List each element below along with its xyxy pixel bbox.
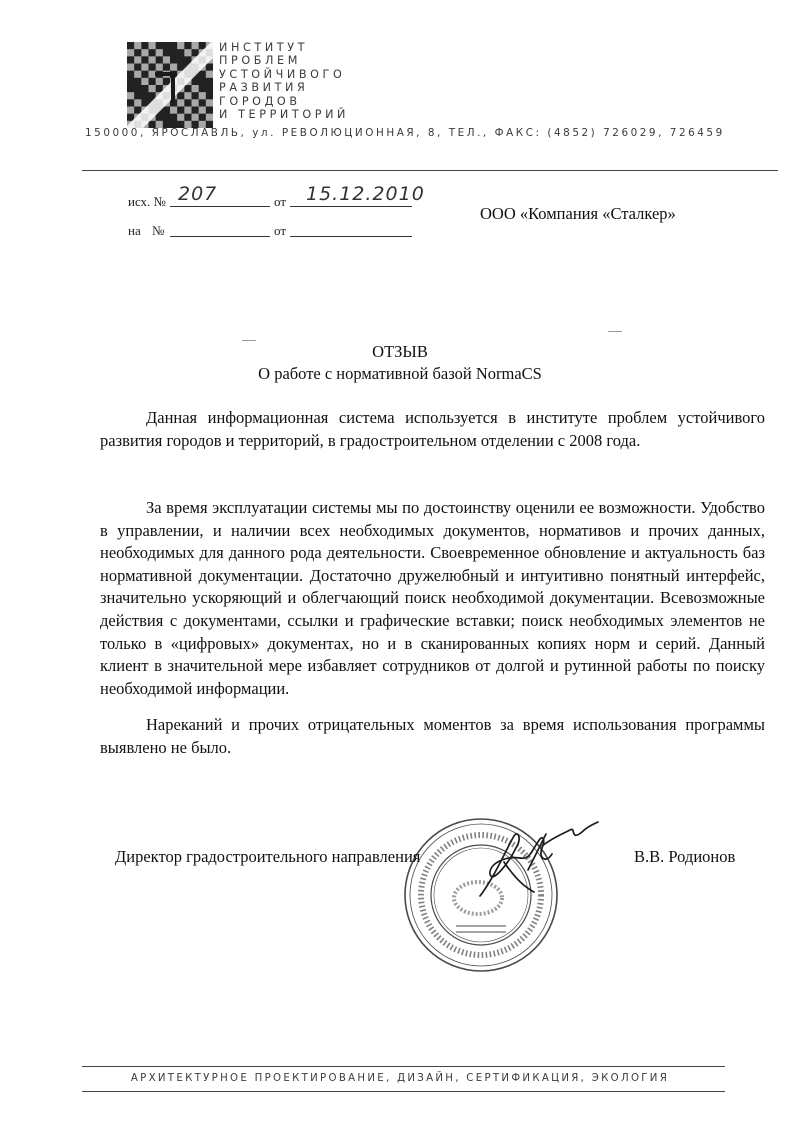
outgoing-date-value: 15.12.2010 (306, 183, 425, 205)
handwritten-signature-icon (442, 812, 602, 902)
footer-divider-top (82, 1066, 725, 1067)
outgoing-number-value: 207 (178, 183, 218, 205)
institute-name-line: УСТОЙЧИВОГО (219, 67, 346, 81)
body-paragraph: За время эксплуатации системы мы по достоинству оценили ее возможности. Удобство в управлении, и наличии всех необходимых документов, нормативов и прочих данных, необходимых для данного рода деятельности. Своевременное обновление и актуальность баз нормативной документации. Достаточно дружелюбный и интуитивно понятный интерфейс, значительно ускоряющий и облегчающий поиск необходимой документации. Всевозможные действия с документами, ссылки и графические вставки; поиск необходимых элементов не только в «цифровых» документах, но и в сканированных копиях норм и серий. Данный клиент в значительной мере избавляет сотрудников от долгой и рутинной работы по поиску необходимой информации. (100, 498, 765, 698)
header-divider (82, 170, 778, 171)
document-title: ОТЗЫВ (372, 342, 428, 361)
institute-logo-icon (127, 42, 213, 128)
signatory-name: В.В. Родионов (634, 847, 736, 866)
institute-address: 150000, ЯРОСЛАВЛЬ, ул. РЕВОЛЮЦИОННАЯ, 8, ТЕЛ., ФАКС: (4852) 726029, 726459 (85, 127, 725, 139)
body-paragraph: Нареканий и прочих отрицательных моментов за время использования программы выявлено не было. (100, 715, 765, 757)
recipient-name: ООО «Компания «Сталкер» (480, 204, 676, 223)
footer-divider-bottom (82, 1091, 725, 1092)
title-corner-mark (608, 331, 622, 332)
footer-services: АРХИТЕКТУРНОЕ ПРОЕКТИРОВАНИЕ, ДИЗАЙН, СЕРТИФИКАЦИЯ, ЭКОЛОГИЯ (130, 1073, 670, 1084)
incoming-number-line (170, 218, 270, 237)
institute-name-line: ПРОБЛЕМ (219, 54, 301, 68)
institute-name-line: ИНСТИТУТ (219, 41, 309, 54)
institute-name-line: ГОРОДОВ (219, 94, 301, 108)
institute-name-line: РАЗВИТИЯ (219, 81, 309, 95)
outgoing-date-label: от (274, 194, 287, 209)
incoming-date-label: от (274, 223, 287, 238)
body-paragraph: Данная информационная система используется в институте проблем устойчивого развития городов и территорий, в градостроительном отделении с 2008 года. (100, 408, 765, 450)
institute-name-line: И ТЕРРИТОРИЙ (219, 108, 350, 122)
outgoing-number-label: исх. № (128, 194, 166, 209)
document-subtitle: О работе с нормативной базой NormaCS (258, 364, 542, 383)
signatory-position: Директор градостроительного направления (115, 847, 421, 866)
incoming-date-line (290, 218, 412, 237)
institute-name (219, 41, 519, 121)
incoming-label: на (128, 223, 141, 238)
title-corner-mark (242, 340, 256, 341)
incoming-number-label: № (152, 223, 165, 238)
